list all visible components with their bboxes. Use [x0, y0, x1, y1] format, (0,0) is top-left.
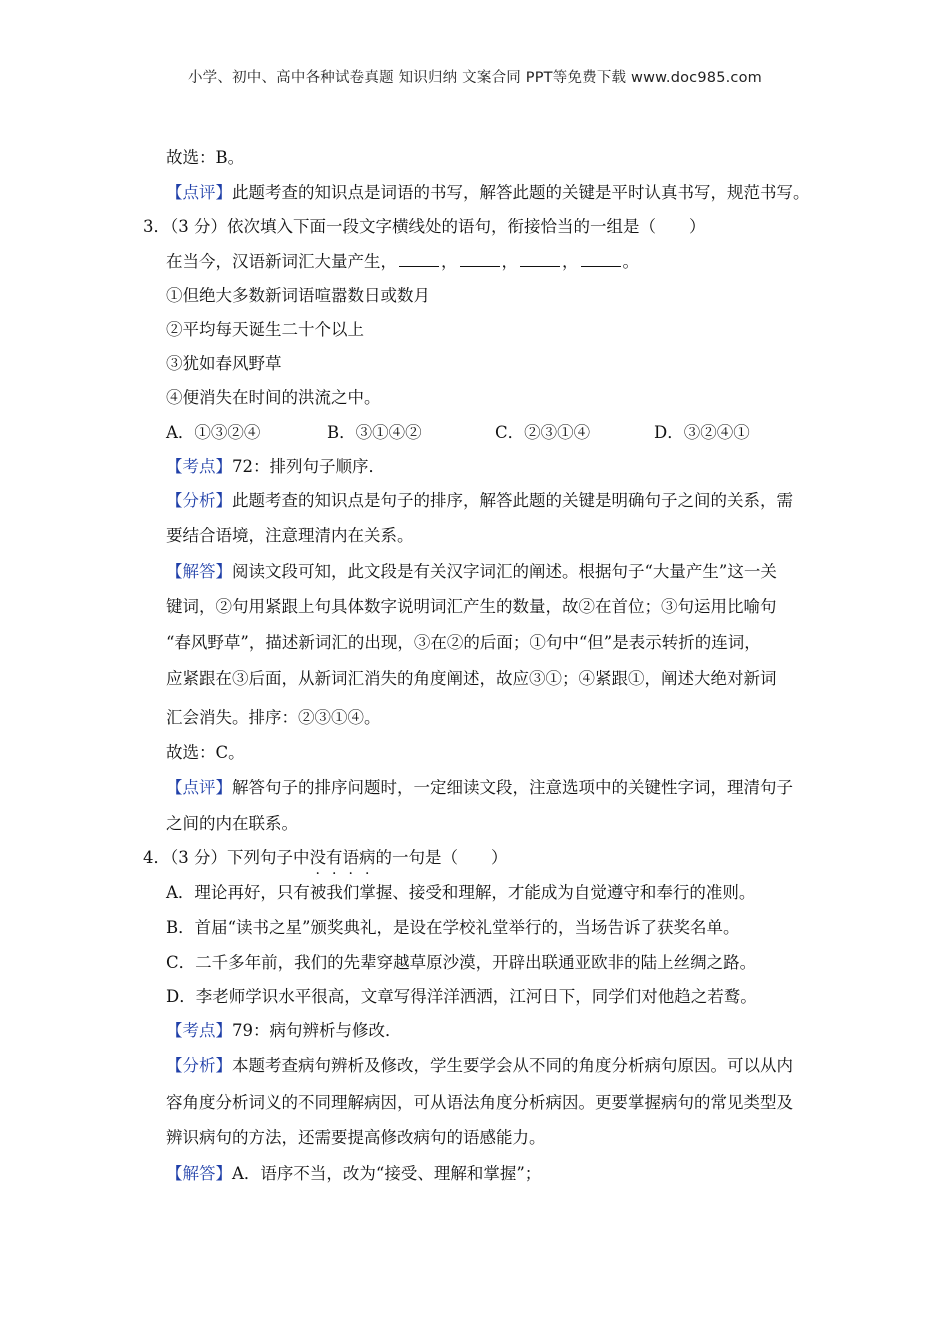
q3-stem: 3．（3 分）依次填入下面一段文字横线处的语句，衔接恰当的一组是（ ） — [143, 217, 706, 236]
jieda-text: A．语序不当，改为“接受、理解和掌握”； — [232, 1164, 542, 1183]
q3-answer: 故选：C。 — [166, 743, 245, 762]
comment-text: 解答句子的排序问题时，一定细读文段，注意选项中的关键性字词，理清句子 — [232, 778, 793, 797]
q3-jieda-1 — [166, 561, 777, 583]
comma: ， — [562, 252, 579, 271]
q3-item-2: ②平均每天诞生二十个以上 — [166, 320, 364, 339]
q3-jieda-5: 汇会消失。排序：②③①④。 — [166, 708, 381, 727]
q4-option-d: D．李老师学识水平很高，文章写得洋洋洒洒，江河日下，同学们对他趋之若鹜。 — [166, 987, 757, 1006]
comment-tag: 【点评】 — [166, 778, 232, 797]
q3-comment-1 — [166, 777, 793, 799]
q3-jieda-3: “春风野草”，描述新词汇的出现，③在②的后面；①句中“但”是表示转折的连词， — [166, 633, 761, 652]
page-header: 小学、初中、高中各种试卷真题 知识归纳 文案合同 PPT等免费下载 www.doc985.com — [187, 70, 763, 86]
comment-tag: 【点评】 — [166, 183, 232, 202]
blank-4 — [581, 252, 621, 267]
q4-option-c: C．二千多年前，我们的先辈穿越草原沙漠，开辟出联通亚欧非的陆上丝绸之路。 — [166, 953, 757, 972]
blank-3 — [520, 252, 560, 267]
kaodian-tag: 【考点】 — [166, 457, 232, 476]
q3-passage — [166, 251, 639, 273]
stem-post: 的一句是（ ） — [375, 848, 508, 867]
comma: ， — [441, 252, 458, 271]
q4-fenxi-1 — [166, 1055, 793, 1077]
q4-fenxi-3: 辨识病句的方法，还需要提高修改病句的语感能力。 — [166, 1128, 546, 1147]
kaodian-text: 72：排列句子顺序． — [232, 457, 385, 476]
passage-start: 在当今，汉语新词汇大量产生， — [166, 252, 397, 271]
prev-answer: 故选：B。 — [166, 148, 245, 167]
q3-fenxi-2: 要结合语境，注意理清内在关系。 — [166, 526, 414, 545]
blank-1 — [399, 252, 439, 267]
q3-jieda-2: 键词，②句用紧跟上句具体数字说明词汇产生的数量，故②在首位；③句运用比喻句 — [166, 597, 777, 616]
stem-pre: 4．（3 分）下列句子中 — [143, 848, 310, 867]
jieda-tag: 【解答】 — [166, 562, 232, 581]
blank-2 — [460, 252, 500, 267]
emphasis-char: 有 — [326, 848, 343, 867]
q4-jieda-1 — [166, 1163, 541, 1185]
jieda-tag: 【解答】 — [166, 1164, 232, 1183]
q4-fenxi-2: 容角度分析词义的不同理解病因，可从语法角度分析病因。更要掌握病句的常见类型及 — [166, 1093, 793, 1112]
q3-jieda-4: 应紧跟在③后面，从新词汇消失的角度阐述，故应③①；④紧跟①，阐述大绝对新词 — [166, 669, 777, 688]
q4-stem — [143, 847, 508, 869]
q3-item-3: ③犹如春风野草 — [166, 354, 282, 373]
emphasis-char: 没 — [309, 848, 326, 867]
q3-fenxi-1 — [166, 490, 793, 512]
fenxi-tag: 【分析】 — [166, 491, 232, 510]
jieda-text: 阅读文段可知，此文段是有关汉字词汇的阐述。根据句子“大量产生”这一关 — [232, 562, 777, 581]
q3-option-d: D．③②④① — [654, 423, 750, 442]
period: 。 — [622, 252, 639, 271]
q3-option-b: B．③①④② — [327, 423, 422, 442]
q4-kaodian — [166, 1020, 402, 1042]
emphasis-char: 语 — [342, 848, 359, 867]
q3-kaodian — [166, 456, 385, 478]
q3-item-4: ④便消失在时间的洪流之中。 — [166, 388, 381, 407]
prev-comment — [166, 182, 810, 204]
q3-comment-2: 之间的内在联系。 — [166, 814, 298, 833]
kaodian-tag: 【考点】 — [166, 1021, 232, 1040]
q4-option-b: B．首届“读书之星”颁奖典礼，是设在学校礼堂举行的，当场告诉了获奖名单。 — [166, 918, 740, 937]
comment-text: 此题考查的知识点是词语的书写，解答此题的关键是平时认真书写，规范书写。 — [232, 183, 810, 202]
emphasis-char: 病 — [359, 848, 376, 867]
comma: ， — [501, 252, 518, 271]
q4-option-a: A．理论再好，只有被我们掌握、接受和理解，才能成为自觉遵守和奉行的准则。 — [166, 883, 756, 902]
fenxi-tag: 【分析】 — [166, 1056, 232, 1075]
q3-option-a: A．①③②④ — [166, 423, 261, 442]
kaodian-text: 79：病句辨析与修改． — [232, 1021, 402, 1040]
q3-item-1: ①但绝大多数新词语喧嚣数日或数月 — [166, 286, 430, 305]
fenxi-text: 本题考查病句辨析及修改，学生要学会从不同的角度分析病句原因。可以从内 — [232, 1056, 793, 1075]
q3-option-c: C．②③①④ — [495, 423, 591, 442]
fenxi-text: 此题考查的知识点是句子的排序，解答此题的关键是明确句子之间的关系，需 — [232, 491, 793, 510]
